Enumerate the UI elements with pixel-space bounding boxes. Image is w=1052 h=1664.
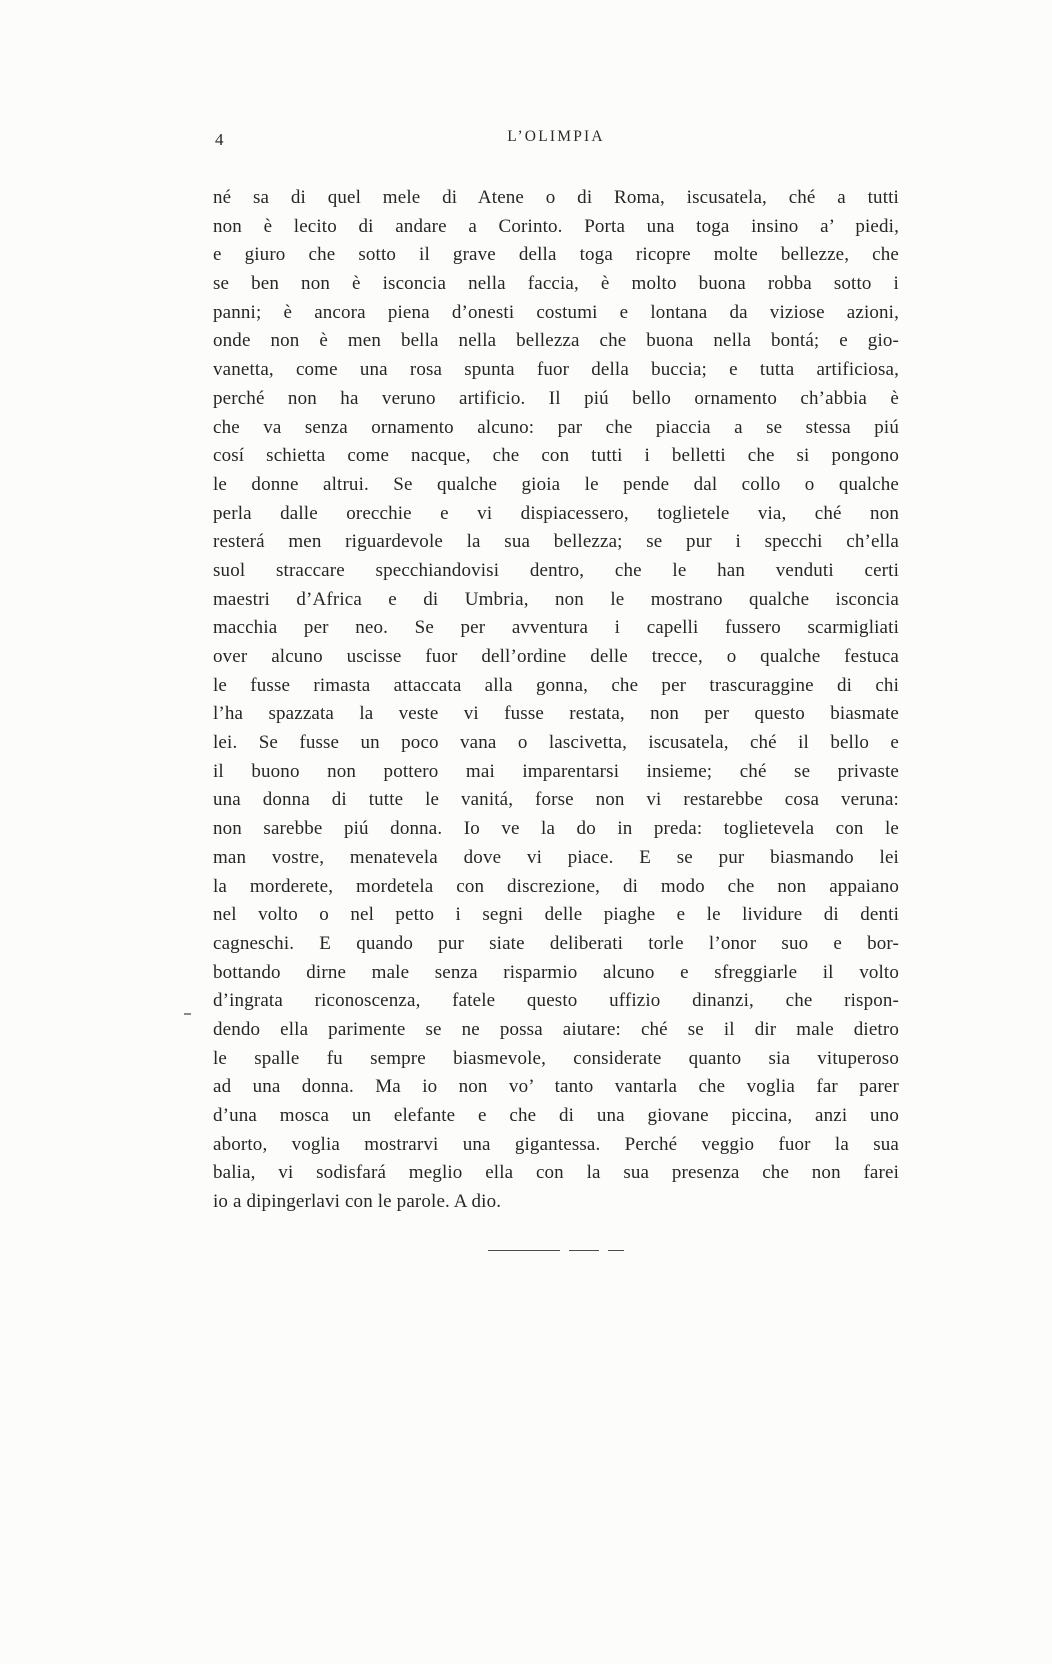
text-line: lei. Se fusse un poco vana o lascivetta, iscusatela, ché il bello e [213, 732, 899, 754]
section-divider [213, 1250, 899, 1251]
text-line: le donne altrui. Se qualche gioia le pende dal collo o qualche [213, 473, 899, 495]
text-line: dendo ella parimente se ne possa aiutare: ché se il dir male dietro [213, 1018, 899, 1040]
text-column [213, 128, 899, 1251]
text-line: perla dalle orecchie e vi dispiacessero, toglietele via, ché non [213, 502, 899, 524]
text-line: over alcuno uscisse fuor dell’ordine delle trecce, o qualche festuca [213, 646, 899, 667]
running-header [213, 128, 899, 154]
divider-segment [488, 1250, 560, 1251]
text-line: suol straccare specchiandovisi dentro, che le han venduti certi [213, 559, 899, 581]
text-line: ad una donna. Ma io non vo’ tanto vantarla che voglia far parer [213, 1076, 899, 1098]
divider-segment [569, 1250, 599, 1251]
text-line: l’ha spazzata la veste vi fusse restata, non per questo biasmate [213, 703, 899, 725]
text-line: balia, vi sodisfará meglio ella con la sua presenza che non farei [213, 1162, 899, 1184]
text-line: la morderete, mordetela con discrezione, di modo che non appaiano [213, 875, 899, 897]
text-line: che va senza ornamento alcuno: par che piaccia a se stessa piú [213, 416, 899, 438]
text-line: il buono non pottero mai imparentarsi insieme; ché se privaste [213, 760, 899, 782]
text-line: onde non è men bella nella bellezza che buona nella bontá; e gio- [213, 330, 899, 352]
body-text-paragraph [213, 184, 899, 1217]
text-line: cosí schietta come nacque, che con tutti i belletti che si pongono [213, 445, 899, 467]
text-line: io a dipingerlavi con le parole. A dio. [213, 1191, 502, 1213]
page-number: 4 [215, 130, 224, 149]
text-line: maestri d’Africa e di Umbria, non le mostrano qualche isconcia [213, 588, 899, 610]
text-line: non è lecito di andare a Corinto. Porta una toga insino a’ piedi, [213, 215, 899, 237]
text-line: una donna di tutte le vanitá, forse non vi restarebbe cosa veruna: [213, 789, 899, 811]
text-line: resterá men riguardevole la sua bellezza; se pur i specchi ch’ella [213, 531, 899, 553]
text-line: d’ingrata riconoscenza, fatele questo uffizio dinanzi, che rispon- [213, 990, 899, 1012]
text-line: le spalle fu sempre biasmevole, considerate quanto sia vituperoso [213, 1047, 899, 1069]
text-line: cagneschi. E quando pur siate deliberati torle l’onor suo e bor- [213, 932, 899, 954]
text-line: né sa di quel mele di Atene o di Roma, iscusatela, ché a tutti [213, 187, 899, 208]
running-title: L’OLIMPIA [507, 128, 605, 145]
divider-segment [608, 1250, 624, 1251]
text-line: bottando dirne male senza risparmio alcuno e sfreggiarle il volto [213, 961, 899, 983]
text-line: e giuro che sotto il grave della toga ricopre molte bellezze, che [213, 244, 899, 266]
text-line: panni; è ancora piena d’onesti costumi e lontana da viziose azioni, [213, 301, 899, 323]
text-line: d’una mosca un elefante e che di una giovane piccina, anzi uno [213, 1105, 899, 1126]
text-line: aborto, voglia mostrarvi una gigantessa. Perché veggio fuor la sua [213, 1133, 899, 1155]
text-line: se ben non è isconcia nella faccia, è molto buona robba sotto i [213, 273, 899, 295]
text-line: perché non ha veruno artificio. Il piú bello ornamento ch’abbia è [213, 387, 899, 409]
text-line: nel volto o nel petto i segni delle piaghe e le lividure di denti [213, 904, 899, 926]
text-line: le fusse rimasta attaccata alla gonna, che per trascuraggine di chi [213, 674, 899, 696]
margin-artifact-mark [184, 1013, 191, 1015]
text-line: man vostre, menatevela dove vi piace. E se pur biasmando lei [213, 846, 899, 868]
text-line: vanetta, come una rosa spunta fuor della buccia; e tutta artificiosa, [213, 359, 899, 381]
text-line: macchia per neo. Se per avventura i capelli fussero scarmigliati [213, 617, 899, 639]
text-line: non sarebbe piú donna. Io ve la do in preda: toglietevela con le [213, 818, 899, 840]
